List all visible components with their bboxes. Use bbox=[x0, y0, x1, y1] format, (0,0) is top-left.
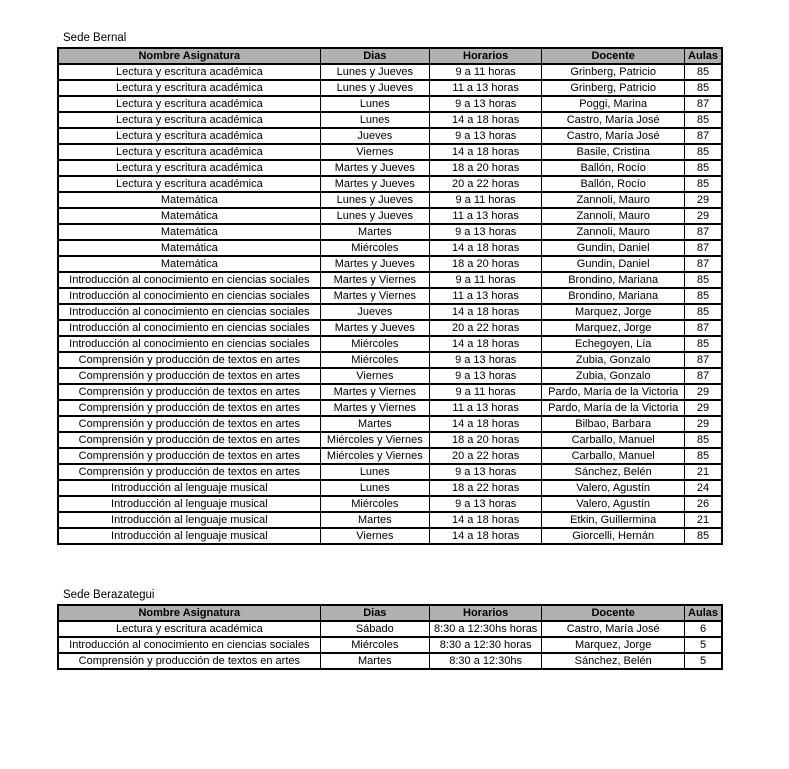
table-cell: Valero, Agustín bbox=[542, 496, 685, 512]
table-row bbox=[58, 176, 722, 192]
table-cell: 11 a 13 horas bbox=[429, 80, 541, 96]
table-cell: 85 bbox=[685, 80, 722, 96]
column-header: Aulas bbox=[685, 605, 722, 621]
header-row bbox=[58, 48, 722, 64]
table-cell: 6 bbox=[685, 621, 722, 637]
column-header: Aulas bbox=[685, 48, 722, 64]
table-cell: Giorcelli, Hernán bbox=[542, 528, 685, 544]
table-cell: Lunes bbox=[320, 464, 429, 480]
table-cell: 85 bbox=[685, 448, 722, 464]
table-cell: Comprensión y producción de textos en artes bbox=[58, 448, 320, 464]
table-cell: Sánchez, Belén bbox=[542, 464, 685, 480]
table-cell: Martes y Viernes bbox=[320, 272, 429, 288]
table-row bbox=[58, 432, 722, 448]
table-cell: 85 bbox=[685, 160, 722, 176]
table-row bbox=[58, 352, 722, 368]
table-cell: Comprensión y producción de textos en artes bbox=[58, 368, 320, 384]
table-cell: 14 a 18 horas bbox=[429, 144, 541, 160]
table-cell: 87 bbox=[685, 128, 722, 144]
table-cell: Lunes y Jueves bbox=[320, 80, 429, 96]
table-cell: 11 a 13 horas bbox=[429, 288, 541, 304]
table-cell: Zannoli, Mauro bbox=[542, 208, 685, 224]
table-cell: Lunes y Jueves bbox=[320, 208, 429, 224]
table-cell: Miércoles y Viernes bbox=[320, 448, 429, 464]
table-row bbox=[58, 80, 722, 96]
table-cell: 8:30 a 12:30hs bbox=[429, 653, 541, 669]
table-cell: 9 a 13 horas bbox=[429, 96, 541, 112]
table-cell: Marquez, Jorge bbox=[542, 637, 685, 653]
table-cell: 29 bbox=[685, 416, 722, 432]
table-cell: 85 bbox=[685, 272, 722, 288]
table-row bbox=[58, 653, 722, 669]
table-cell: Martes bbox=[320, 224, 429, 240]
table-cell: Introducción al conocimiento en ciencias sociales bbox=[58, 320, 320, 336]
table-cell: Introducción al lenguaje musical bbox=[58, 512, 320, 528]
table-cell: 11 a 13 horas bbox=[429, 400, 541, 416]
table-cell: 5 bbox=[685, 637, 722, 653]
table-cell: Martes y Jueves bbox=[320, 320, 429, 336]
table-cell: Introducción al conocimiento en ciencias sociales bbox=[58, 272, 320, 288]
table-cell: Introducción al lenguaje musical bbox=[58, 496, 320, 512]
table-row bbox=[58, 384, 722, 400]
table-cell: 29 bbox=[685, 384, 722, 400]
table-cell: 20 a 22 horas bbox=[429, 176, 541, 192]
table-cell: Martes y Jueves bbox=[320, 160, 429, 176]
column-header: Nombre Asignatura bbox=[58, 48, 320, 64]
table-cell: 87 bbox=[685, 240, 722, 256]
table-cell: 9 a 13 horas bbox=[429, 464, 541, 480]
table-row bbox=[58, 621, 722, 637]
table-cell: 85 bbox=[685, 112, 722, 128]
table-cell: Martes y Jueves bbox=[320, 176, 429, 192]
table-cell: 85 bbox=[685, 528, 722, 544]
table-cell: Lectura y escritura académica bbox=[58, 80, 320, 96]
table-cell: Introducción al conocimiento en ciencias sociales bbox=[58, 304, 320, 320]
table-row bbox=[58, 496, 722, 512]
column-header: Docente bbox=[542, 48, 685, 64]
table-cell: Lunes y Jueves bbox=[320, 64, 429, 80]
table-cell: Viernes bbox=[320, 528, 429, 544]
column-header: Dias bbox=[320, 605, 429, 621]
table-row bbox=[58, 224, 722, 240]
table-row bbox=[58, 304, 722, 320]
table-cell: Lunes bbox=[320, 112, 429, 128]
column-header: Dias bbox=[320, 48, 429, 64]
table-cell: 8:30 a 12:30hs horas bbox=[429, 621, 541, 637]
table-cell: 20 a 22 horas bbox=[429, 320, 541, 336]
table-cell: Brondino, Mariana bbox=[542, 272, 685, 288]
table-cell: 14 a 18 horas bbox=[429, 112, 541, 128]
column-header: Docente bbox=[542, 605, 685, 621]
table-cell: Lectura y escritura académica bbox=[58, 96, 320, 112]
table-cell: Martes bbox=[320, 416, 429, 432]
table-row bbox=[58, 368, 722, 384]
table-cell: 87 bbox=[685, 224, 722, 240]
table-cell: 87 bbox=[685, 96, 722, 112]
table-cell: Zannoli, Mauro bbox=[542, 224, 685, 240]
table-cell: 9 a 11 horas bbox=[429, 272, 541, 288]
table-cell: Martes y Viernes bbox=[320, 288, 429, 304]
table-cell: 14 a 18 horas bbox=[429, 240, 541, 256]
table-cell: 14 a 18 horas bbox=[429, 304, 541, 320]
table-cell: 87 bbox=[685, 320, 722, 336]
table-cell: 21 bbox=[685, 512, 722, 528]
table-cell: 11 a 13 horas bbox=[429, 208, 541, 224]
table-cell: Bilbao, Barbara bbox=[542, 416, 685, 432]
table-cell: Martes y Jueves bbox=[320, 256, 429, 272]
table-cell: Matemática bbox=[58, 208, 320, 224]
table-cell: 14 a 18 horas bbox=[429, 528, 541, 544]
column-header: Horarios bbox=[429, 48, 541, 64]
table-cell: Introducción al conocimiento en ciencias sociales bbox=[58, 336, 320, 352]
table-cell: Castro, María José bbox=[542, 112, 685, 128]
table-cell: Valero, Agustín bbox=[542, 480, 685, 496]
table-cell: 9 a 13 horas bbox=[429, 128, 541, 144]
table-row bbox=[58, 112, 722, 128]
table-cell: Ballón, Rocío bbox=[542, 160, 685, 176]
table-title-bernal: Sede Bernal bbox=[63, 32, 127, 44]
table-row bbox=[58, 272, 722, 288]
table-row bbox=[58, 160, 722, 176]
table-cell: 85 bbox=[685, 176, 722, 192]
table-cell: 87 bbox=[685, 352, 722, 368]
table-cell: Miércoles bbox=[320, 352, 429, 368]
table-cell: Brondino, Mariana bbox=[542, 288, 685, 304]
table-cell: 18 a 20 horas bbox=[429, 432, 541, 448]
table-cell: Grinberg, Patricio bbox=[542, 80, 685, 96]
table-cell: Echegoyen, Lía bbox=[542, 336, 685, 352]
table-cell: Martes bbox=[320, 653, 429, 669]
table-row bbox=[58, 464, 722, 480]
table-row bbox=[58, 288, 722, 304]
table-row bbox=[58, 144, 722, 160]
table-cell: Grinberg, Patricio bbox=[542, 64, 685, 80]
table-cell: Introducción al conocimiento en ciencias sociales bbox=[58, 637, 320, 653]
table-row bbox=[58, 336, 722, 352]
table-cell: Zubia, Gonzalo bbox=[542, 368, 685, 384]
table-cell: 29 bbox=[685, 208, 722, 224]
table-cell: Jueves bbox=[320, 128, 429, 144]
table-row bbox=[58, 240, 722, 256]
table-cell: 85 bbox=[685, 432, 722, 448]
table-cell: Basile, Cristina bbox=[542, 144, 685, 160]
table-cell: 9 a 11 horas bbox=[429, 192, 541, 208]
table-cell: Miércoles y Viernes bbox=[320, 432, 429, 448]
table-cell: Sánchez, Belén bbox=[542, 653, 685, 669]
table-cell: 85 bbox=[685, 336, 722, 352]
table-cell: 18 a 20 horas bbox=[429, 256, 541, 272]
table-row bbox=[58, 416, 722, 432]
table-cell: Etkin, Guillermina bbox=[542, 512, 685, 528]
table-cell: Ballón, Rocío bbox=[542, 176, 685, 192]
table-cell: 5 bbox=[685, 653, 722, 669]
table-cell: 26 bbox=[685, 496, 722, 512]
table-cell: Matemática bbox=[58, 192, 320, 208]
table-cell: Introducción al lenguaje musical bbox=[58, 528, 320, 544]
table-cell: Comprensión y producción de textos en artes bbox=[58, 653, 320, 669]
table-cell: Miércoles bbox=[320, 496, 429, 512]
table-cell: Introducción al lenguaje musical bbox=[58, 480, 320, 496]
table-cell: Matemática bbox=[58, 256, 320, 272]
table-cell: Miércoles bbox=[320, 240, 429, 256]
table-cell: Carballo, Manuel bbox=[542, 432, 685, 448]
table-cell: Marquez, Jorge bbox=[542, 320, 685, 336]
schedule-table-berazategui bbox=[57, 604, 723, 670]
table-cell: 85 bbox=[685, 288, 722, 304]
table-cell: 14 a 18 horas bbox=[429, 512, 541, 528]
table-cell: 14 a 18 horas bbox=[429, 336, 541, 352]
table-cell: 9 a 13 horas bbox=[429, 352, 541, 368]
table-cell: 8:30 a 12:30 horas bbox=[429, 637, 541, 653]
table-cell: Comprensión y producción de textos en artes bbox=[58, 432, 320, 448]
table-cell: Introducción al conocimiento en ciencias sociales bbox=[58, 288, 320, 304]
table-cell: Comprensión y producción de textos en artes bbox=[58, 464, 320, 480]
table-cell: Matemática bbox=[58, 224, 320, 240]
table-cell: Comprensión y producción de textos en artes bbox=[58, 400, 320, 416]
table-row bbox=[58, 96, 722, 112]
table-cell: Zannoli, Mauro bbox=[542, 192, 685, 208]
table-cell: Martes bbox=[320, 512, 429, 528]
table-row bbox=[58, 512, 722, 528]
table-cell: 9 a 11 horas bbox=[429, 64, 541, 80]
table-cell: Lectura y escritura académica bbox=[58, 176, 320, 192]
table-cell: Lectura y escritura académica bbox=[58, 112, 320, 128]
table-cell: 20 a 22 horas bbox=[429, 448, 541, 464]
table-cell: Carballo, Manuel bbox=[542, 448, 685, 464]
table-cell: Lunes y Jueves bbox=[320, 192, 429, 208]
table-cell: Lectura y escritura académica bbox=[58, 621, 320, 637]
table-cell: 21 bbox=[685, 464, 722, 480]
table-cell: 9 a 13 horas bbox=[429, 368, 541, 384]
column-header: Horarios bbox=[429, 605, 541, 621]
table-cell: Gundin, Daniel bbox=[542, 240, 685, 256]
table-cell: 9 a 13 horas bbox=[429, 224, 541, 240]
table-cell: Miércoles bbox=[320, 637, 429, 653]
table-row bbox=[58, 128, 722, 144]
table-cell: Lectura y escritura académica bbox=[58, 160, 320, 176]
table-cell: 85 bbox=[685, 64, 722, 80]
table-cell: Lunes bbox=[320, 96, 429, 112]
table-cell: Comprensión y producción de textos en artes bbox=[58, 416, 320, 432]
header-row bbox=[58, 605, 722, 621]
table-cell: Matemática bbox=[58, 240, 320, 256]
schedule-section-bernal bbox=[57, 32, 723, 545]
table-cell: Lectura y escritura académica bbox=[58, 128, 320, 144]
document-page bbox=[57, 32, 723, 670]
table-row bbox=[58, 256, 722, 272]
table-cell: 87 bbox=[685, 368, 722, 384]
table-cell: Comprensión y producción de textos en artes bbox=[58, 352, 320, 368]
table-cell: Martes y Viernes bbox=[320, 384, 429, 400]
table-cell: Gundin, Daniel bbox=[542, 256, 685, 272]
column-header: Nombre Asignatura bbox=[58, 605, 320, 621]
table-cell: Jueves bbox=[320, 304, 429, 320]
schedule-table-bernal bbox=[57, 47, 723, 545]
table-cell: Martes y Viernes bbox=[320, 400, 429, 416]
table-cell: 29 bbox=[685, 192, 722, 208]
table-row bbox=[58, 192, 722, 208]
table-cell: 9 a 13 horas bbox=[429, 496, 541, 512]
table-cell: Castro, María José bbox=[542, 128, 685, 144]
table-row bbox=[58, 400, 722, 416]
table-cell: Viernes bbox=[320, 368, 429, 384]
table-cell: Marquez, Jorge bbox=[542, 304, 685, 320]
table-row bbox=[58, 320, 722, 336]
table-cell: Pardo, María de la Victoria bbox=[542, 400, 685, 416]
table-cell: 85 bbox=[685, 304, 722, 320]
table-row bbox=[58, 480, 722, 496]
table-cell: 14 a 18 horas bbox=[429, 416, 541, 432]
table-cell: 29 bbox=[685, 400, 722, 416]
table-title-berazategui: Sede Berazategui bbox=[63, 589, 155, 601]
table-cell: 24 bbox=[685, 480, 722, 496]
table-row bbox=[58, 448, 722, 464]
table-cell: Lectura y escritura académica bbox=[58, 64, 320, 80]
table-row bbox=[58, 528, 722, 544]
table-cell: Castro, María José bbox=[542, 621, 685, 637]
table-cell: Viernes bbox=[320, 144, 429, 160]
table-cell: 18 a 20 horas bbox=[429, 160, 541, 176]
table-cell: Poggi, Marina bbox=[542, 96, 685, 112]
table-cell: Zubia, Gonzalo bbox=[542, 352, 685, 368]
table-cell: Comprensión y producción de textos en artes bbox=[58, 384, 320, 400]
table-cell: 85 bbox=[685, 144, 722, 160]
table-row bbox=[58, 64, 722, 80]
table-cell: 87 bbox=[685, 256, 722, 272]
table-cell: Lectura y escritura académica bbox=[58, 144, 320, 160]
table-cell: 9 a 11 horas bbox=[429, 384, 541, 400]
schedule-section-berazategui bbox=[57, 589, 723, 670]
table-cell: Pardo, María de la Victoria bbox=[542, 384, 685, 400]
table-row bbox=[58, 208, 722, 224]
table-cell: Miércoles bbox=[320, 336, 429, 352]
table-cell: Lunes bbox=[320, 480, 429, 496]
table-row bbox=[58, 637, 722, 653]
table-cell: Sábado bbox=[320, 621, 429, 637]
table-cell: 18 a 22 horas bbox=[429, 480, 541, 496]
